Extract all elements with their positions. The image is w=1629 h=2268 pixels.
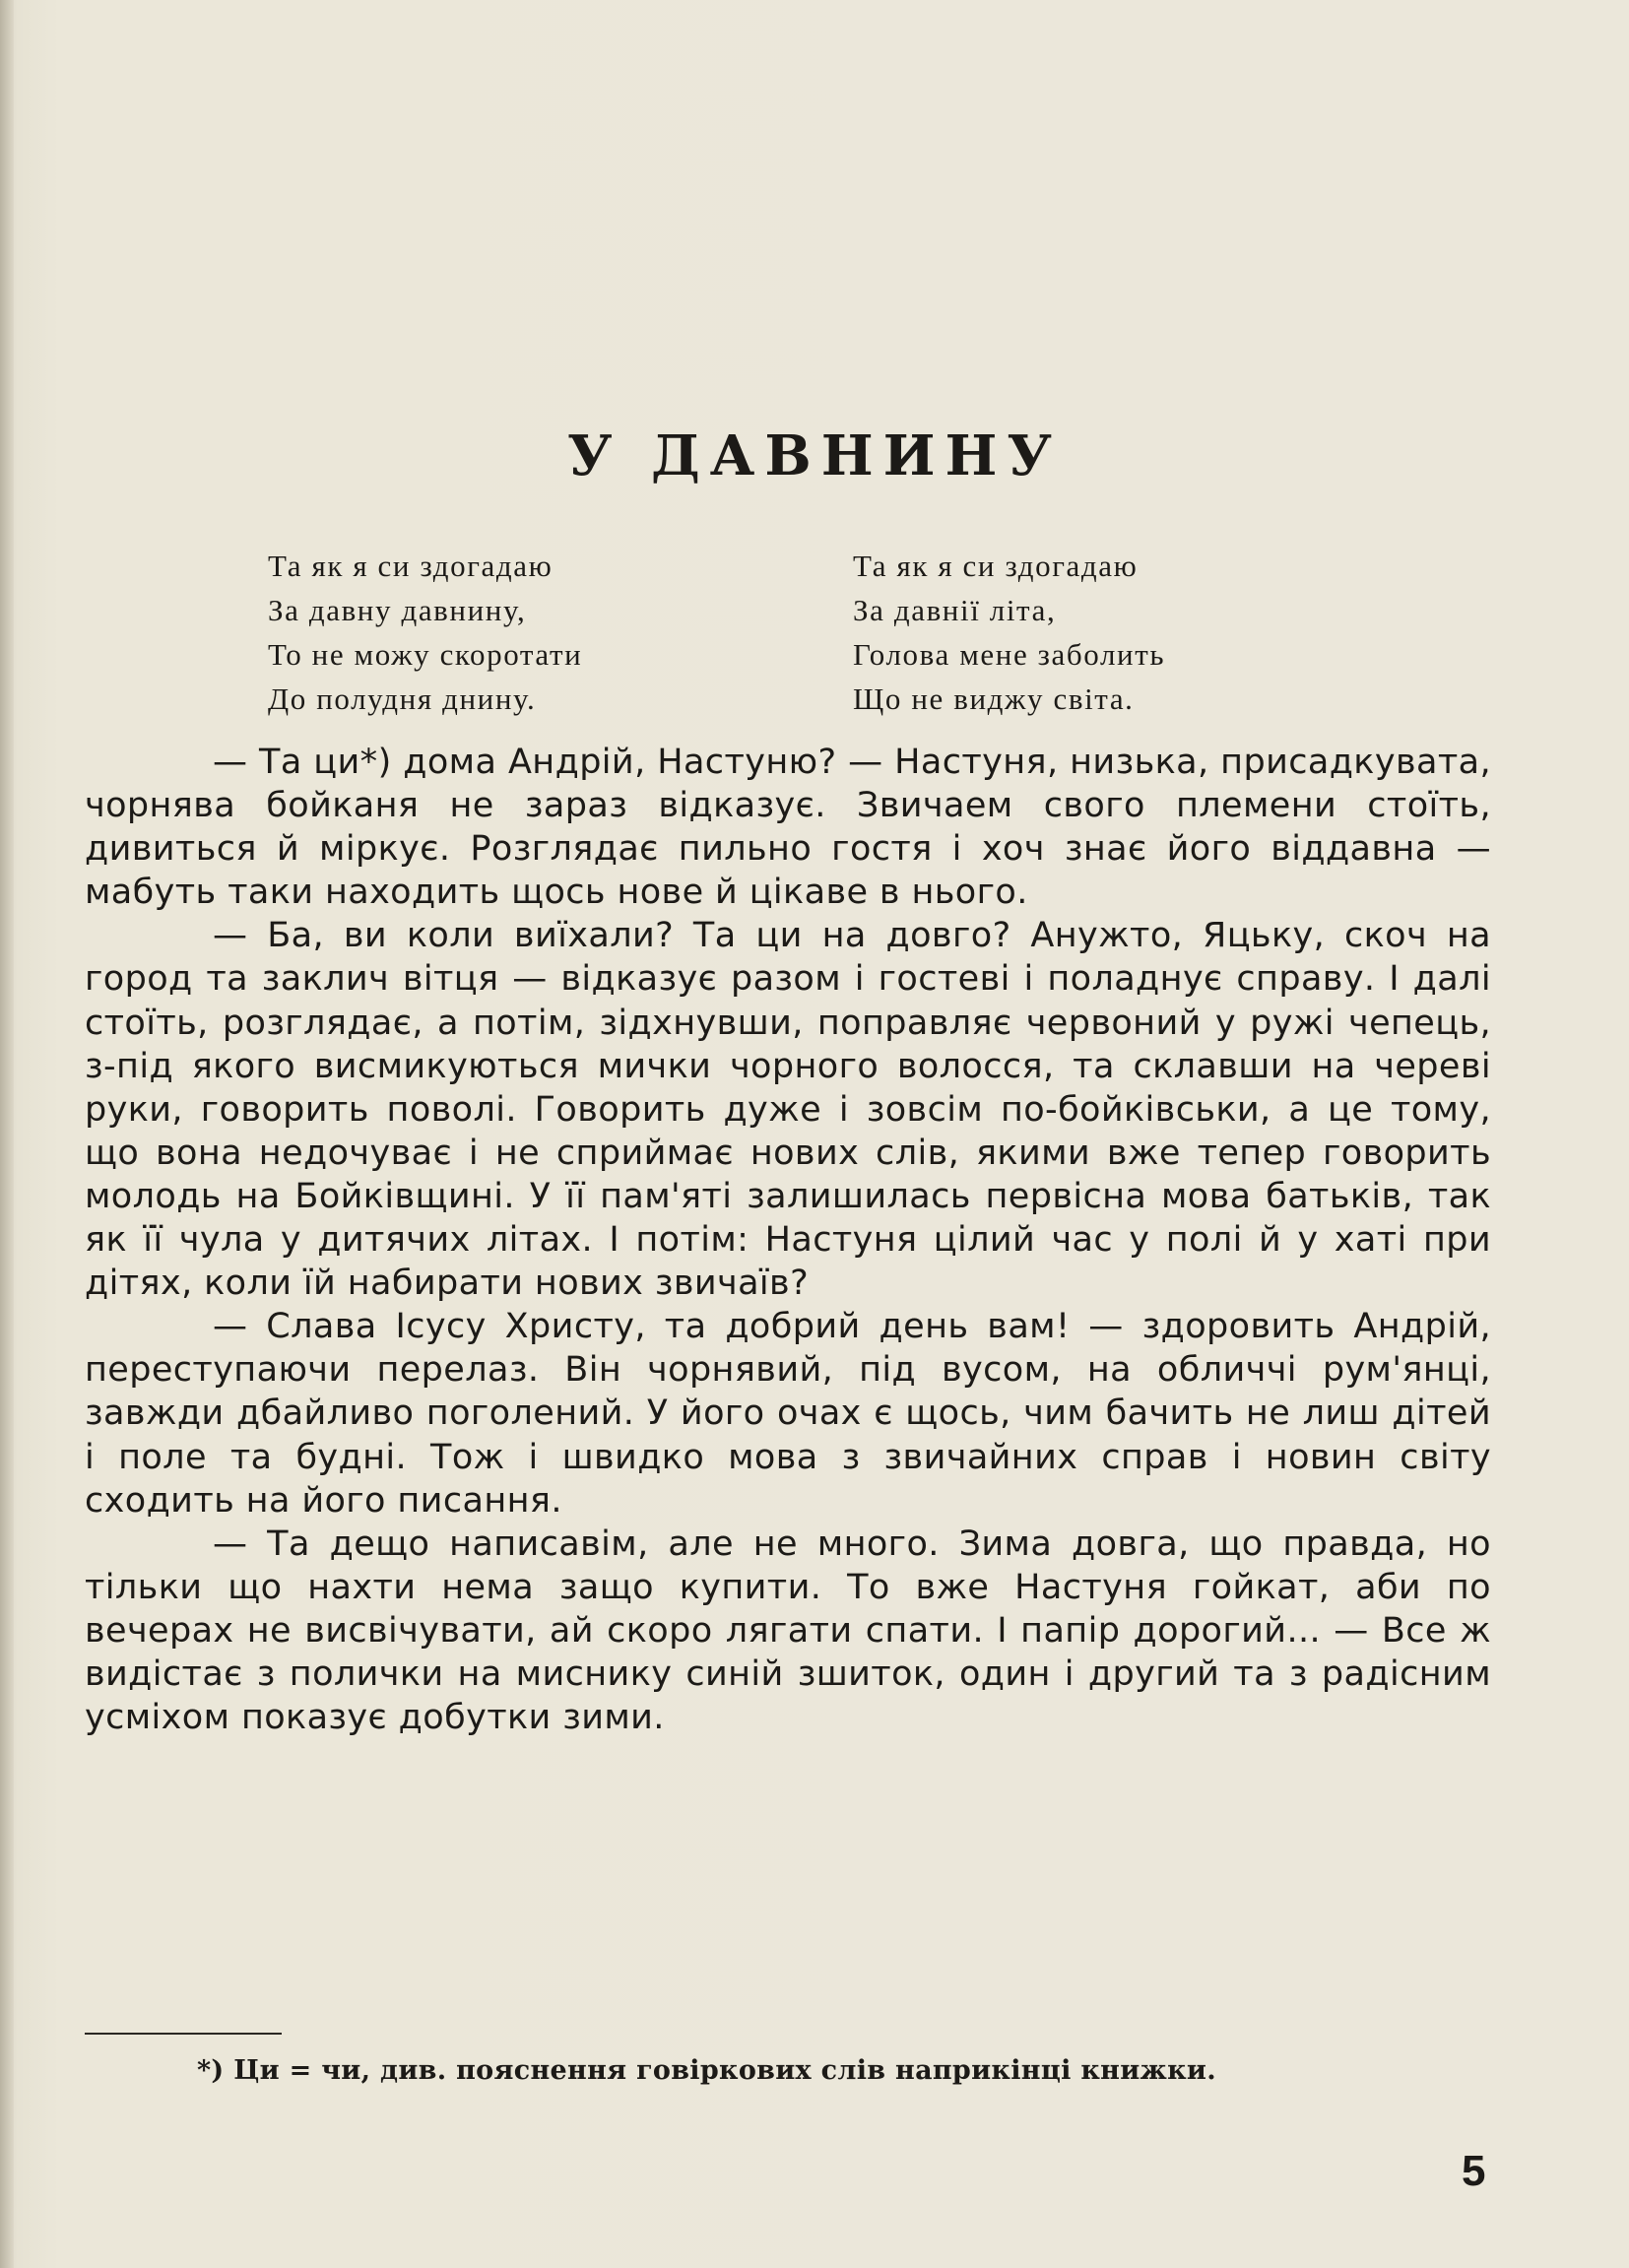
footnote-divider xyxy=(85,2033,282,2035)
footnote: *) Ци = чи, див. пояснення говіркових слів наприкінці книжки. xyxy=(197,2055,1216,2086)
paragraph: — Та ци*) дома Андрій, Настуню? — Настуня, низька, присадкувата, чорнява бойканя не зараз відказує. Звичаем свого племени стоїть, дивиться й міркує. Розглядає пильно гостя і хоч знає його віддавна — мабуть таки находить щось нове й цікаве в нього. xyxy=(85,743,1491,913)
paragraph: — Слава Ісусу Христу, та добрий день вам! — здоровить Андрій, переступаючи перелаз. Він чорнявий, під вусом, на обличчі рум'янці, завжди дбайливо поголений. У його очах є щось, чим бачить не лиш дітей і поле та будні. Тож і швидко мова з звичайних справ і новин світу сходить на його писання. xyxy=(85,1307,1491,1521)
body-text xyxy=(85,741,1491,1739)
page-number: 5 xyxy=(1462,2147,1486,2195)
verse-line: То не можу скоротати xyxy=(268,637,583,672)
verse-line: Та як я си здогадаю xyxy=(268,549,554,583)
paragraph: — Ба, ви коли виїхали? Та ци на довго? Анужто, Яцьку, скоч на город та заклич вітця — відказує разом і гостеві і поладнує справу. І далі стоїть, розглядає, а потім, зідхнувши, поправляє червоний у ружі чепець, з-під якого висмикуються мички чорного волосся, та склавши на череві руки, говорить поволі. Говорить дуже і зовсім по-бойківськи, а це тому, що вона недочуває і не сприймає нових слів, якими вже тепер говорить молодь на Бойківщині. У її пам'яті залишилась первісна мова батьків, так як її чула у дитячих літах. І потім: Настуня цілий час у полі й у хаті при дітях, коли їй набирати нових звичаїв? xyxy=(85,916,1491,1304)
verse-line: Голова мене заболить xyxy=(853,637,1166,672)
chapter-title: У ДАВНИНУ xyxy=(567,423,1062,488)
paragraph: — Та дещо написавім, але не много. Зима довга, що правда, но тільки що нахти нема защо купити. То вже Настуня гойкат, аби по вечерах не висвічувати, ай скоро лягати спати. І папір дорогий... — Все ж видістає з полички на миснику синій зшиток, один і другий та з радісним усміхом показує добутки зими. xyxy=(85,1523,1491,1738)
verse-line: Та як я си здогадаю xyxy=(853,549,1139,583)
verse-right-stanza xyxy=(853,544,1165,721)
page-edge xyxy=(0,0,14,2268)
verse-line: За давну давнину, xyxy=(268,593,527,627)
verse-left-stanza xyxy=(268,544,582,721)
verse-line: За давнії літа, xyxy=(853,593,1057,627)
verse-line: До полудня днину. xyxy=(268,681,537,716)
verse-line: Що не виджу світа. xyxy=(853,681,1135,716)
